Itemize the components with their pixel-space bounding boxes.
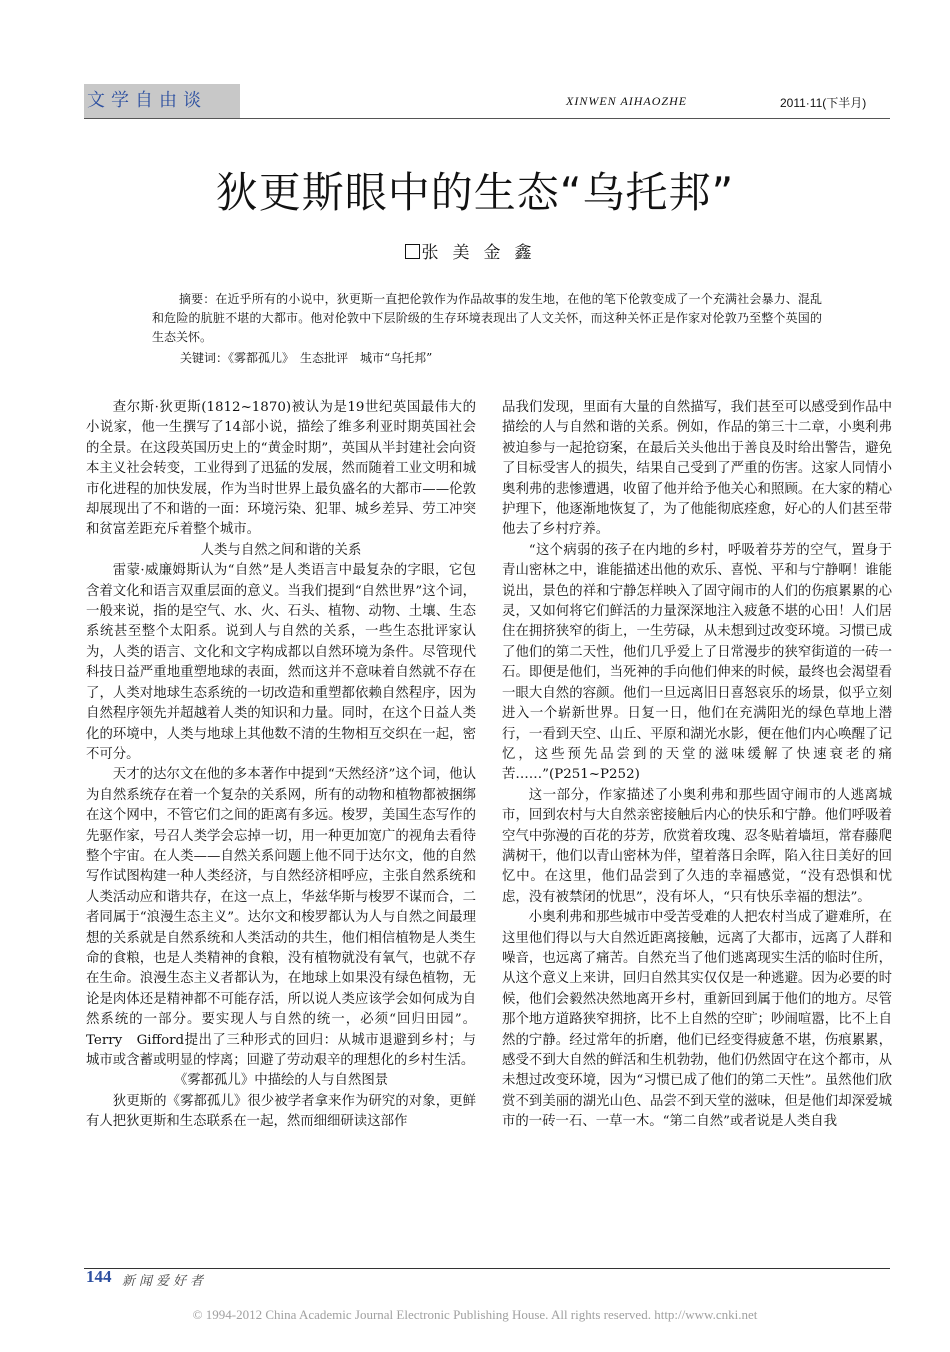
article-title: 狄更斯眼中的生态“乌托邦” (215, 168, 735, 217)
section-heading: 《雾都孤儿》中描绘的人与自然图景 (173, 1073, 389, 1089)
author-names: 张美金鑫 (421, 243, 546, 263)
body-column-left (86, 398, 476, 1133)
page-number: 144 (86, 1267, 112, 1286)
author-box-icon (405, 244, 420, 259)
column-tag: 文学自由谈 (87, 90, 207, 111)
body-paragraph: 这一部分，作家描述了小奥利弗和那些固守闹市的人逃离城市，回到农村与大自然亲密接触后内心的快乐和宁静。他们呼吸着空气中弥漫的百花的芬芳，欣赏着玫瑰、忍冬贴着墙垣，常春藤爬满树干，他们以青山密林为伴，望着落日余晖，陷入往日美好的回忆中。在这里，他们品尝到了久违的幸福感觉，“没有恐惧和忧虑，没有被禁闭的忧思”，没有坏人，“只有快乐幸福的想法”。 (502, 787, 892, 905)
section-heading: 人类与自然之间和谐的关系 (200, 542, 362, 558)
body-column-right (502, 398, 892, 1133)
body-paragraph: 狄更斯的《雾都孤儿》很少被学者拿来作为研究的对象，更鲜有人把狄更斯和生态联系在一起，然而细细研读这部作 (86, 1093, 476, 1130)
body-paragraph: 天才的达尔文在他的多本著作中提到“天然经济”这个词，他认为自然系统存在着一个复杂的关系网，所有的动物和植物都被捆绑在这个网中，不管它们之间的距离有多远。梭罗，美国生态写作的先驱作家，号召人类学会忘掉一切，用一种更加宽广的视角去看待整个宇宙。在人类——自然关系问题上他不同于达尔文，他的自然写作试图构建一种人类经济，与自然经济相呼应，主张自然系统和人类活动应和谐共存，在这一点上，华兹华斯与梭罗不谋而合，二者同属于“浪漫生态主义”。达尔文和梭罗都认为人与自然之间最理想的关系就是自然系统和人类活动的共生，他们相信植物是人类生命的食粮，也是人类精神的食粮，没有植物就没有氧气，也就不存在生命。浪漫生态主义者都认为，在地球上如果没有绿色植物，无论是肉体还是精神都不可能存活，所以说人类应该学会如何成为自然系统的一部分。要实现人与自然的统一，必须“回归田园”。Terry Gifford提出了三种形式的回归：从城市退避到乡村；与城市或含蓄或明显的悖离；回避了劳动艰辛的理想化的乡村生活。 (86, 767, 476, 1068)
footer-rule (84, 1268, 890, 1269)
journal-pinyin: XINWEN AIHAOZHE (566, 94, 688, 108)
body-paragraph: 品我们发现，里面有大量的自然描写，我们甚至可以感受到作品中描绘的人与自然和谐的关系。例如，作品的第三十二章，小奥利弗被迫参与一起抢窃案，在最后关头他出于善良及时给出警告，避免了目标受害人的损失，结果自己受到了严重的伤害。这家人同情小奥利弗的悲惨遭遇，收留了他并给予他关心和照顾。在大家的精心护理下，他逐渐地恢复了，为了他能彻底痊愈，好心的人们甚至带他去了乡村疗养。 (502, 400, 892, 538)
keywords: 关键词：《雾都孤儿》 生态批评 城市“乌托邦” (180, 351, 433, 365)
body-paragraph: 雷蒙·威廉姆斯认为“自然”是人类语言中最复杂的字眼，它包含着文化和语言双重层面的意义。当我们提到“自然世界”这个词，一般来说，指的是空气、水、火、石头、植物、动物、土壤、生态系统甚至整个太阳系。说到人与自然的关系，一些生态批评家认为，人类的语言、文化和文字构成都以自然环境为条件。尽管现代科技日益严重地重塑地球的表面，然而这并不意味着自然就不存在了，人类对地球生态系统的一切改造和重塑都依赖自然程序，因为自然程序领先并超越着人类的知识和力量。同时，在这个日益人类化的环境中，人类与地球上其他数不清的生物相互交织在一起，密不可分。 (86, 563, 476, 762)
abstract (152, 290, 822, 347)
copyright-notice: © 1994-2012 China Academic Journal Electronic Publishing House. All rights reserved. http://www.cnki.net (192, 1307, 758, 1322)
body-paragraph: 查尔斯·狄更斯(1812~1870)被认为是19世纪英国最伟大的小说家，他一生撰写了14部小说，描绘了维多利亚时期英国社会的全景。在这段英国历史上的“黄金时期”，英国从半封建社会向资本主义社会转变，工业得到了迅猛的发展，然而随着工业文明和城市化进程的加快发展，作为当时世界上最负盛名的大都市——伦敦却展现出了不和谐的一面：环境污染、犯罪、城乡差异、劳工冲突和贫富差距充斥着整个城市。 (86, 400, 476, 538)
abstract-text: 摘要：在近乎所有的小说中，狄更斯一直把伦敦作为作品故事的发生地，在他的笔下伦敦变成了一个充满社会暴力、混乱和危险的肮脏不堪的大都市。他对伦敦中下层阶级的生存环境表现出了人文关怀，而这种关怀正是作家对伦敦乃至整个英国的生态关怀。 (152, 292, 822, 344)
footer-journal-name: 新闻爱好者 (122, 1274, 208, 1289)
issue-date: 2011·11(下半月) (780, 96, 867, 110)
article-authors (0, 238, 950, 263)
body-paragraph: 小奥利弗和那些城市中受苦受难的人把农村当成了避难所，在这里他们得以与大自然近距离接触，远离了大都市，远离了人群和噪音，也远离了痛苦。自然充当了他们逃离现实生活的临时住所，从这个意义上来讲，回归自然其实仅仅是一种逃避。因为必要的时候，他们会毅然决然地离开乡村，重新回到属于他们的地方。尽管那个地方道路狭窄拥挤，比不上自然的空旷；吵闹喧嚣，比不上自然的宁静。经过常年的折磨，他们已经变得疲惫不堪，伤痕累累，感受不到大自然的鲜活和生机勃勃，他们仍然固守在这个都市，从未想过改变环境，因为“习惯已成了他们的第二天性”。虽然他们欣赏不到美丽的湖光山色、品尝不到天堂的滋味，但是他们却深爱城市的一砖一石、一草一木。“第二自然”或者说是人类自我 (502, 910, 892, 1130)
body-paragraph: “这个病弱的孩子在内地的乡村，呼吸着芬芳的空气，置身于青山密林之中，谁能描述出他的欢乐、喜悦、平和与宁静啊！谁能说出，景色的祥和宁静怎样映入了固守闹市的人们的伤痕累累的心灵，又如何将它们鲜活的力量深深地注入疲惫不堪的心田！人们居住在拥挤狭窄的街上，一生劳碌，从未想到过改变环境。习惯已成了他们的第二天性，他们几乎爱上了日常漫步的狭窄街道的一砖一石。即便是他们，当死神的手向他们伸来的时候，最终也会渴望看一眼大自然的容颜。他们一旦远离旧日喜怒哀乐的场景，似乎立刻进入一个崭新世界。日复一日，他们在充满阳光的绿色草地上潜行，一看到天空、山丘、平原和湖光水影，便在他们内心唤醒了记忆，这些预先品尝到的天堂的滋味缓解了快速衰老的痛苦……”(P251~P252) (502, 542, 892, 783)
header-rule (84, 118, 890, 119)
